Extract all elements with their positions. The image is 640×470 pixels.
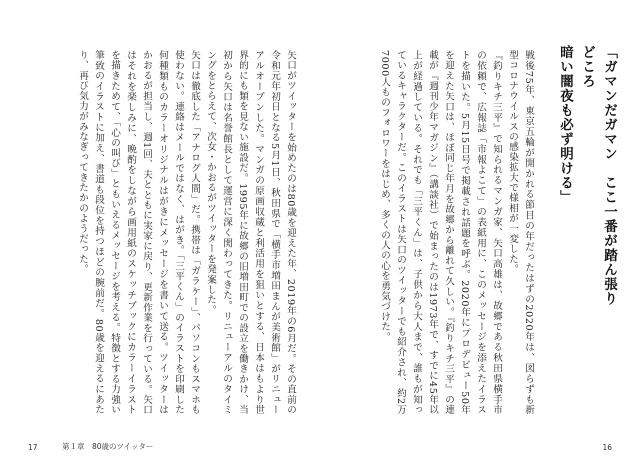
right-page bbox=[320, 0, 640, 470]
left-body-text: 矢口がツイッターを始めたのは80歳を迎えた年、2019年の6月だ。その直前の令和元年初日となる5月1日、秋田県で「横手市増田まんが美術館」がリニューアルオープンした。マンガの原画収蔵と利活用を狙いとする、日本はもより世界的にも類を見ない施設だ。1995年に故郷の旧増田町での設立を働きかけ、当初から矢口は名誉館長として運営に深く関わってきた。リニューアルのタイミングをとらえて、次女・かおるがツイッターを発案した。 矢口は徹底した「アナログ人間」だ。携帯は「ガラケー」、パソコンもスマホも使わない。連絡はメールではなく、はがき。「三平くん」のイラストを印刷した何種類ものカラーオリジナルはがきにメッセージを書いて送る。ツイッターはかおるが担当し、週1回、夫とともに実家に戻り、更新作業を行っている。矢口はそれを楽しみに、晩酌をしながら画用紙のスケッチブックにカラーイラストを描きためて、「心の叫び」ともいえるメッセージを考える。特徴とする力強い筆致のイラストに加え、書道も段位を持つほどの腕前だ。80歳を迎えるにあたり、再び気力がみなぎってきたかのようだった。 bbox=[77, 50, 296, 415]
right-page-number: 16 bbox=[602, 443, 612, 452]
headline-quote: 「ガマンだガマン ここ一番が踏ん張りどころ 暗い闇夜も必ず明ける」 bbox=[557, 45, 617, 306]
left-page-number: 17 bbox=[28, 443, 38, 452]
right-body-text: 戦後75年、東京五輪が開かれる節目の年だったはずの2020年は、図らずも新型コロナウイルスの感染拡大で様相が一変した。 『釣りキチ三平』で知られるマンガ家、矢口高雄は、故郷である秋田県横手市の依頼で、広報誌「市報よこて」の表紙用に、このメッセージを添えたイラストを描いた。5月15日号で掲載され話題を呼ぶ。2020年にプロデビュー50年を迎えた矢口は、ほぼ同じ年月を故郷から離れて久しい。『釣りキチ三平』の連載が『週刊少年マガジン』（講談社）で始まったのは1973年で、すでに45年以上が経過している。それでも「三平くん」は、子供から大人まで、誰もが知っているキャラクターだ。このイラストは矢口のツイッターでも紹介され、約2万7000人ものフォロワーをはじめ、多くの人の心を勇気づけた。 bbox=[379, 50, 534, 415]
running-head-chapter: 第１章 80歳のツイッター bbox=[62, 442, 154, 451]
